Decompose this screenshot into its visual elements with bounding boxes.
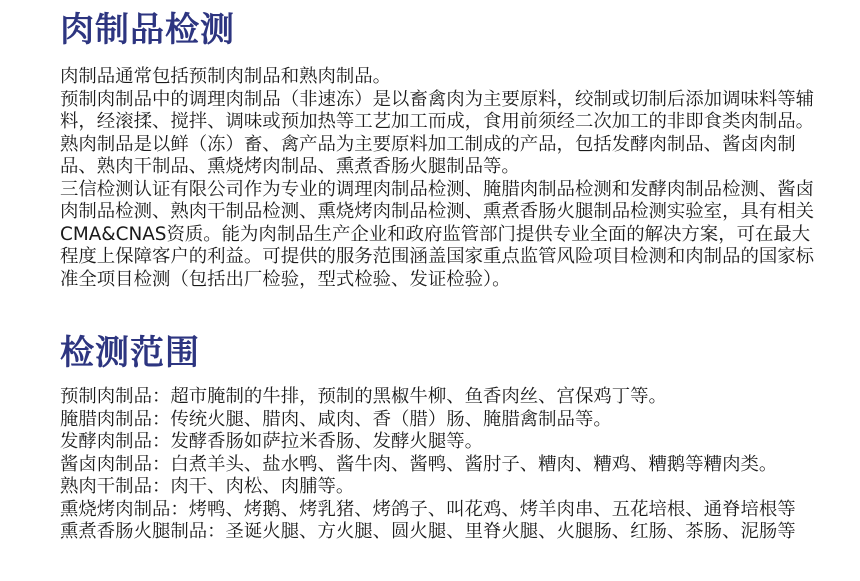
intro-section bbox=[60, 66, 820, 291]
scope-list bbox=[60, 386, 820, 544]
scope-item: 发酵肉制品：发酵香肠如萨拉米香肠、发酵火腿等。 bbox=[60, 431, 483, 452]
scope-item: 熏烧烤肉制品：烤鸭、烤鹅、烤乳猪、烤鸽子、叫花鸡、烤羊肉串、五花培根、通脊培根等 bbox=[60, 498, 796, 520]
section-title-test-scope: 检测范围 bbox=[60, 333, 200, 373]
scope-item: 腌腊肉制品：传统火腿、腊肉、咸肉、香（腊）肠、腌腊禽制品等。 bbox=[60, 408, 612, 430]
intro-paragraph: 三信检测认证有限公司作为专业的调理肉制品检测、腌腊肉制品检测和发酵肉制品检测、酱卤肉制品检测、熟肉干制品检测、熏烧烤肉制品检测、熏煮香肠火腿制品检测实验室，具有相关CMA&CNAS资质。能为肉制品生产企业和政府监管部门提供专业全面的解决方案，可在最大程度上保障客户的利益。可提供的服务范围涵盖国家重点监管风险项目检测和肉制品的国家标准全项目检测（包括出厂检验，型式检验、发证检验）。 bbox=[60, 178, 815, 290]
scope-item: 酱卤肉制品：白煮羊头、盐水鸭、酱牛肉、酱鸭、酱肘子、糟肉、糟鸡、糟鹅等糟肉类。 bbox=[60, 453, 778, 475]
scope-item: 熏煮香肠火腿制品：圣诞火腿、方火腿、圆火腿、里脊火腿、火腿肠、红肠、茶肠、泥肠等 bbox=[60, 521, 796, 542]
section-title-meat-products: 肉制品检测 bbox=[60, 10, 235, 50]
scope-item: 预制肉制品：超市腌制的牛排，预制的黑椒牛柳、鱼香肉丝、宫保鸡丁等。 bbox=[60, 386, 667, 407]
intro-paragraph: 预制肉制品中的调理肉制品（非速冻）是以畜禽肉为主要原料，绞制或切制后添加调味料等辅料，经滚揉、搅拌、调味或预加热等工艺加工而成，食用前须经二次加工的非即食类肉制品。熟肉制品是以鲜（冻）畜、禽产品为主要原料加工制成的产品，包括发酵肉制品、酱卤肉制品、熟肉干制品、熏烧烤肉制品、熏煮香肠火腿制品等。 bbox=[60, 88, 815, 177]
intro-paragraph: 肉制品通常包括预制肉制品和熟肉制品。 bbox=[60, 66, 392, 87]
scope-item: 熟肉干制品：肉干、肉松、肉脯等。 bbox=[60, 476, 355, 497]
